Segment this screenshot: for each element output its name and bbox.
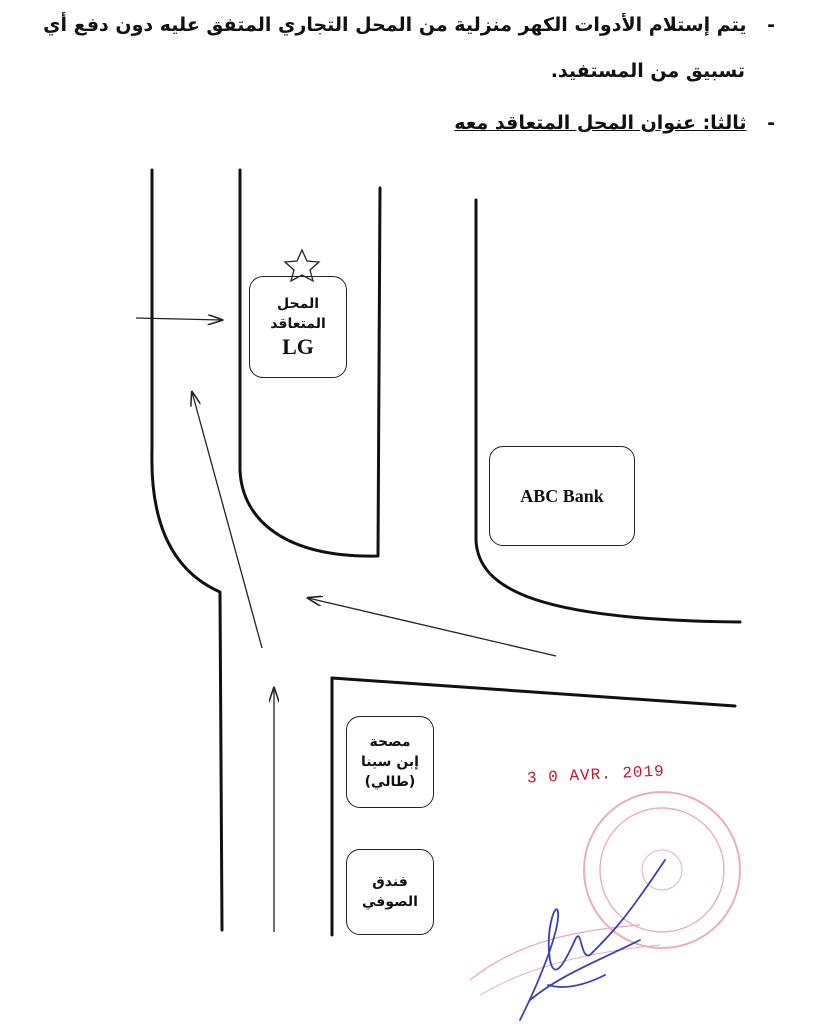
section-heading-text: ثالثا: عنوان المحل المتعاقد معه <box>454 112 747 134</box>
road-left-outer-edge <box>152 170 222 930</box>
contracted-shop-box <box>249 276 347 378</box>
official-stamp <box>470 792 740 995</box>
bullet-dash: - <box>767 14 775 36</box>
bullet-text-line-2: تسبيق من المستفيد. <box>550 60 745 82</box>
clinic-line2: إبن سينا <box>361 754 419 770</box>
heading-dash: - <box>767 112 775 134</box>
shop-label-line1: المحل <box>276 296 320 312</box>
hotel-box <box>346 849 434 935</box>
road-lower-top-edge <box>332 678 735 706</box>
arrow-diagonal-up <box>192 392 262 648</box>
shop-brand: LG <box>282 334 314 359</box>
clinic-box <box>346 716 434 808</box>
stamp-date: 3 0 AVR. 2019 <box>526 762 666 788</box>
signature <box>520 860 665 1020</box>
hotel-line1: فندق <box>372 874 408 890</box>
arrow-to-shop <box>136 318 222 320</box>
road-right-block-edge <box>476 200 740 622</box>
clinic-line3: (طالي) <box>364 774 416 790</box>
bank-label: ABC Bank <box>520 485 604 506</box>
clinic-line1: مصحة <box>369 734 411 750</box>
bank-box <box>489 446 635 546</box>
shop-label-line2: المتعاقد <box>270 316 326 332</box>
bullet-line-1-text: يتم إستلام الأدوات الكهر منزلية من المحل التجاري المتفق عليه دون دفع أي <box>43 14 747 36</box>
hotel-line2: الصوفي <box>362 894 418 910</box>
arrow-from-right <box>308 598 556 656</box>
